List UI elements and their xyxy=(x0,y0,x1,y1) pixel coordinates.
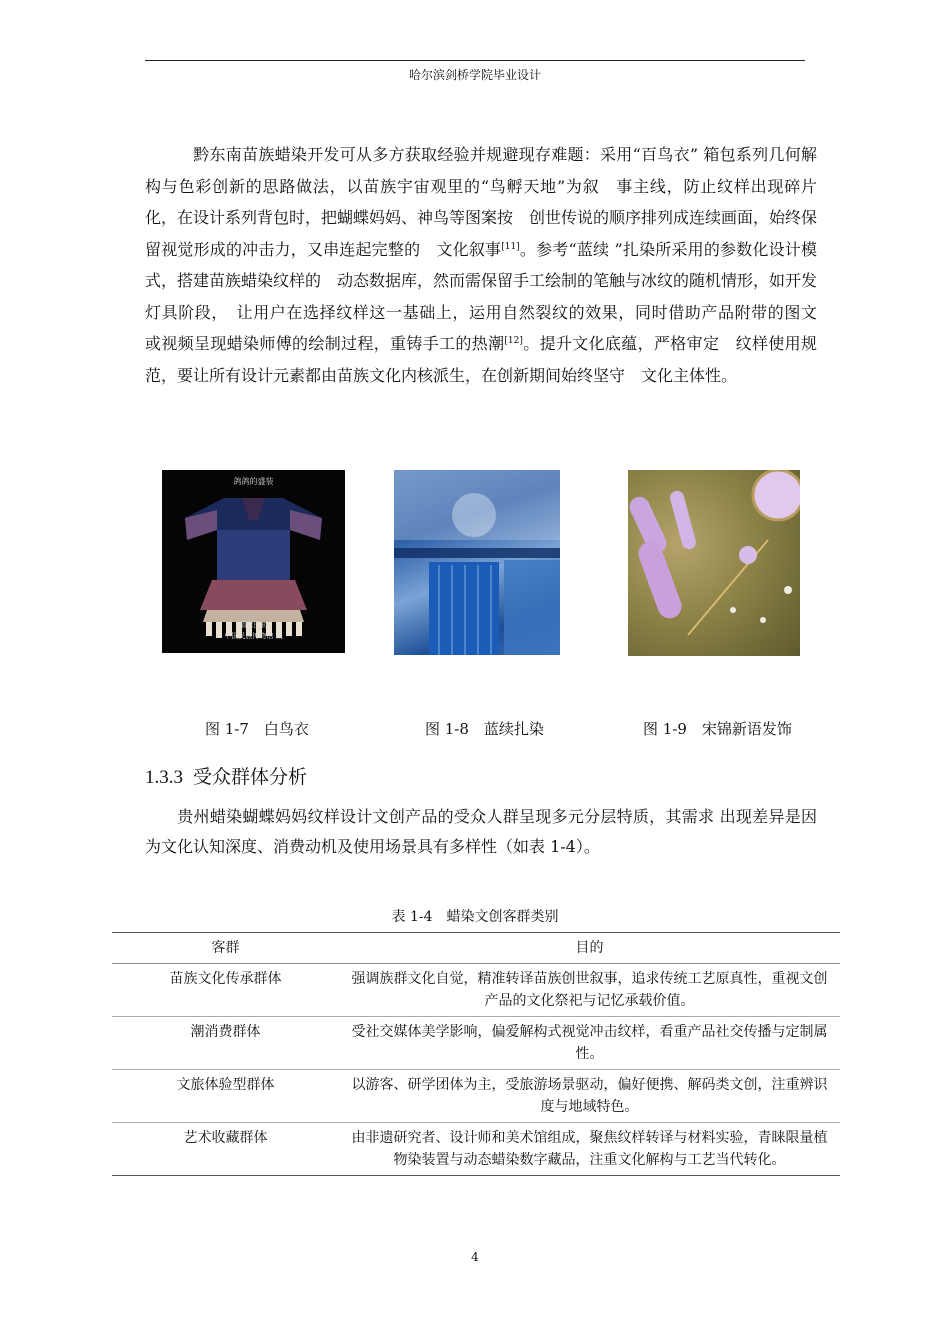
header-title: 哈尔滨剑桥学院毕业设计 xyxy=(408,68,541,82)
section-heading xyxy=(145,762,307,789)
group-cell: 潮消费群体 xyxy=(112,1017,339,1070)
hair-ornament-illustration xyxy=(628,470,800,656)
tie-dye-illustration xyxy=(394,470,560,655)
purpose-cell: 由非遗研究者、设计师和美术馆组成，聚焦纹样转译与材料实验，青睐限量植物染装置与动态蜡染数字藏品，注重文化解构与工艺当代转化。 xyxy=(339,1123,840,1176)
section-title: 受众群体分析 xyxy=(193,766,308,788)
figure-image-tie-dye xyxy=(394,470,560,655)
figure-caption: 图 1-7 白鸟衣 xyxy=(205,720,309,738)
citation: [11] xyxy=(501,241,520,252)
figure-caption: 图 1-8 蓝续扎染 xyxy=(425,720,544,738)
header-rule xyxy=(145,60,805,61)
column-header: 目的 xyxy=(339,933,840,964)
paragraph-text: 。参考“蓝续 ”扎染所采用的参数化设计模式，搭建苗族蜡染纹样的 动态数据库，然而需保留手工绘制的笔触与冰纹的随机情形，如开发灯具阶段， 让用户在选择纹样这一基础上，运用自然裂纹的效果，同时借助产品附带的图文 或视频呈现蜡染师傅的绘制过程，重铸手工的热潮 xyxy=(145,239,834,353)
figure-image-bainiaoyi xyxy=(162,470,345,653)
image-text-top: 鸽鸽的盛装 xyxy=(233,477,274,486)
page-number: 4 xyxy=(471,1250,479,1264)
column-header: 客群 xyxy=(112,933,339,964)
figure-caption: 图 1-9 宋锦新语发饰 xyxy=(643,720,792,738)
image-text-bottom-2: 中国民族博物馆 藏 xyxy=(224,632,283,640)
image-text-bottom-1: 清末民初 xyxy=(239,621,268,629)
purpose-cell: 强调族群文化自觉，精准转译苗族创世叙事，追求传统工艺原真性，重视文创产品的文化祭祀与记忆承载价值。 xyxy=(339,964,840,1017)
paragraph-text: 黔东南苗族蜡染开发可从多方获取经验并规避现存难题：采用“百鸟衣” 箱包系列几何解构与色彩创新的思路做法，以苗族宇宙观里的“鸟孵天地”为叙 事主线，防止纹样出现碎片化，在设计系列背包时，把蝴蝶妈妈、神鸟等图案按 创世传说的顺序排列成连续画面，始终保留视觉形成的冲击力，又串连起完整的 文化叙事 xyxy=(145,145,818,259)
table-row xyxy=(112,1070,840,1123)
purpose-cell: 受社交媒体美学影响，偏爱解构式视觉冲击纹样，看重产品社交传播与定制属性。 xyxy=(339,1017,840,1070)
table-caption: 表 1-4 蜡染文创客群类别 xyxy=(391,909,559,925)
table-row xyxy=(112,964,840,1017)
audience-table xyxy=(112,932,840,1176)
table-row xyxy=(112,1017,840,1070)
purpose-cell: 以游客、研学团体为主，受旅游场景驱动，偏好便携、解码类文创，注重辨识度与地域特色。 xyxy=(339,1070,840,1123)
group-cell: 艺术收藏群体 xyxy=(112,1123,339,1176)
figure-image-hair-ornaments xyxy=(628,470,800,656)
table-row xyxy=(112,1123,840,1176)
section-number: 1.3.3 xyxy=(145,767,183,788)
group-cell: 文旅体验型群体 xyxy=(112,1070,339,1123)
paragraph-text: 贵州蜡染蝴蝶妈妈纹样设计文创产品的受众人群呈现多元分层特质，其需求 出现差异是因为文化认知深度、消费动机及使用场景具有多样性（如表 1-4）。 xyxy=(145,807,817,856)
citation: [12] xyxy=(504,336,523,346)
group-cell: 苗族文化传承群体 xyxy=(112,964,339,1017)
paragraph-text: 。提升文化底蕴，严格审定 纹样使用规范，要让所有设计元素都由苗族文化内核派生，在创新期间始终坚守 文化主体性。 xyxy=(145,334,817,385)
body-paragraph-2 xyxy=(145,802,817,861)
body-paragraph-1 xyxy=(145,139,834,391)
